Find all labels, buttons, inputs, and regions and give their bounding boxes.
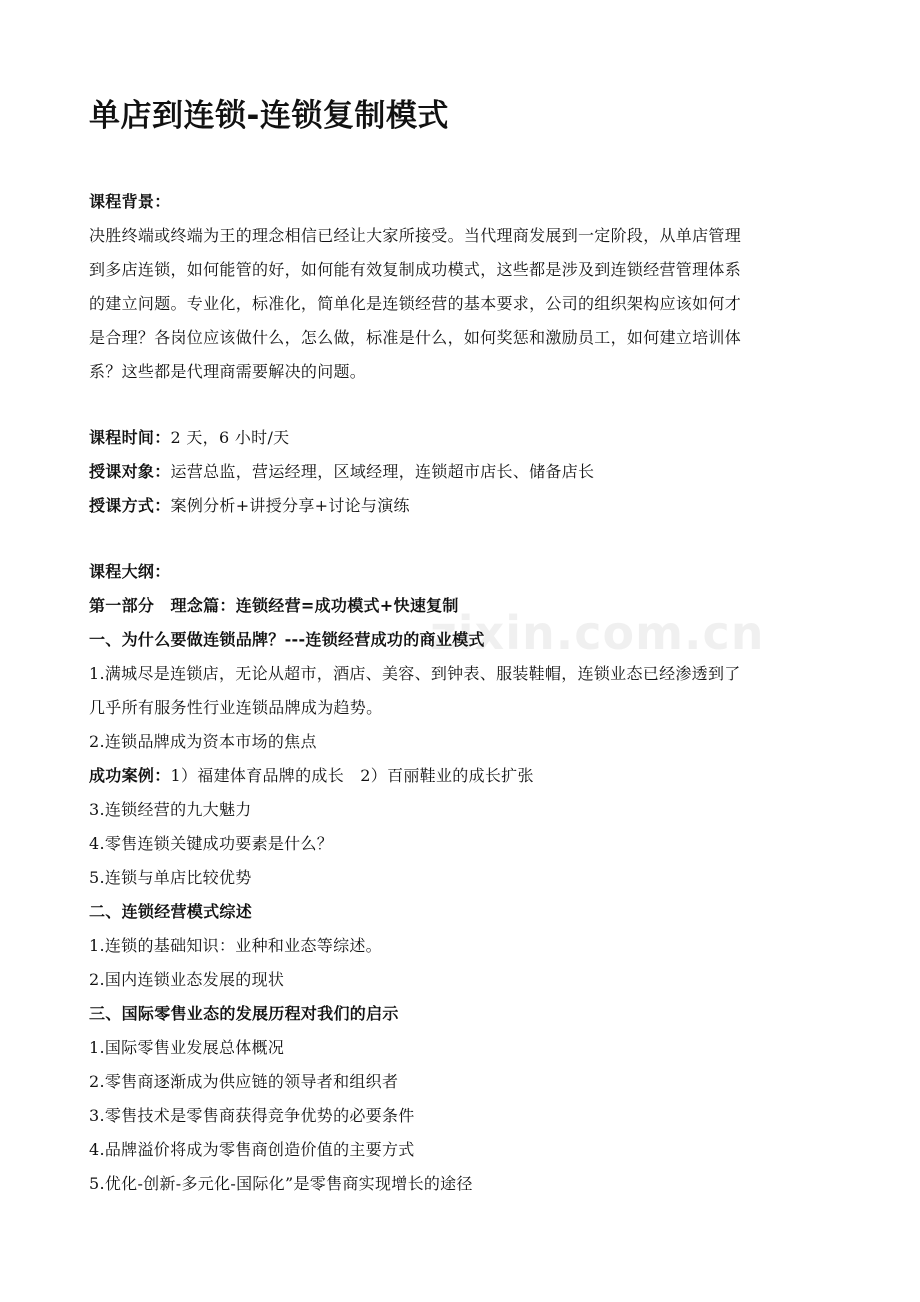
success-case bbox=[89, 759, 839, 793]
section-heading: 二、连锁经营模式综述 bbox=[89, 902, 253, 921]
course-time-value: 2 天，6 小时/天 bbox=[170, 428, 290, 447]
course-audience-label: 授课对象： bbox=[89, 462, 171, 481]
list-item: 2.零售商逐渐成为供应链的领导者和组织者 bbox=[89, 1072, 399, 1091]
background-paragraph bbox=[89, 219, 839, 389]
background-line: 系？这些都是代理商需要解决的问题。 bbox=[89, 362, 367, 381]
course-audience bbox=[89, 455, 839, 489]
course-method-label: 授课方式： bbox=[89, 496, 171, 515]
watermark: zixin.com.cn bbox=[430, 606, 765, 660]
list-item: 2.国内连锁业态发展的现状 bbox=[89, 970, 285, 989]
background-line: 的建立问题。专业化，标准化，简单化是连锁经营的基本要求，公司的组织架构应该如何才 bbox=[89, 294, 742, 313]
list-item: 5.连锁与单店比较优势 bbox=[89, 868, 252, 887]
list-item: 4.品牌溢价将成为零售商创造价值的主要方式 bbox=[89, 1140, 415, 1159]
list-item: 1.连锁的基础知识：业种和业态等综述。 bbox=[89, 936, 382, 955]
background-label: 课程背景： bbox=[89, 192, 171, 211]
background-line: 到多店连锁，如何能管的好，如何能有效复制成功模式，这些都是涉及到连锁经营管理体系 bbox=[89, 260, 742, 279]
document-title: 单店到连锁-连锁复制模式 bbox=[89, 98, 449, 134]
course-time-label: 课程时间： bbox=[89, 428, 171, 447]
course-time bbox=[89, 421, 839, 455]
course-audience-value: 运营总监，营运经理，区域经理，连锁超市店长、储备店长 bbox=[170, 462, 595, 481]
success-case-label: 成功案例： bbox=[89, 766, 171, 785]
background-line: 是合理？各岗位应该做什么，怎么做，标准是什么，如何奖惩和激励员工，如何建立培训体 bbox=[89, 328, 742, 347]
document-page bbox=[89, 92, 839, 1201]
outline-label: 课程大纲： bbox=[89, 562, 171, 581]
list-item: 4.零售连锁关键成功要素是什么？ bbox=[89, 834, 334, 853]
list-item: 1.国际零售业发展总体概况 bbox=[89, 1038, 285, 1057]
course-method-value: 案例分析+讲授分享+讨论与演练 bbox=[170, 496, 410, 515]
background-line: 决胜终端或终端为王的理念相信已经让大家所接受。当代理商发展到一定阶段，从单店管理 bbox=[89, 226, 742, 245]
list-item-continued: 几乎所有服务性行业连锁品牌成为趋势。 bbox=[89, 698, 383, 717]
course-method bbox=[89, 489, 839, 523]
list-item: 1.满城尽是连锁店，无论从超市，酒店、美容、到钟表、服装鞋帽，连锁业态已经渗透到了 bbox=[89, 664, 741, 683]
section-heading: 三、国际零售业态的发展历程对我们的启示 bbox=[89, 1004, 399, 1023]
section-heading: 一、为什么要做连锁品牌？---连锁经营成功的商业模式 bbox=[89, 630, 485, 649]
list-item: 3.零售技术是零售商获得竞争优势的必要条件 bbox=[89, 1106, 415, 1125]
list-item: 5.优化-创新-多元化-国际化”是零售商实现增长的途径 bbox=[89, 1174, 473, 1193]
list-item: 3.连锁经营的九大魅力 bbox=[89, 800, 252, 819]
part-heading: 第一部分 理念篇：连锁经营=成功模式+快速复制 bbox=[89, 596, 459, 615]
success-case-value: 1）福建体育品牌的成长 2）百丽鞋业的成长扩张 bbox=[170, 766, 534, 785]
list-item: 2.连锁品牌成为资本市场的焦点 bbox=[89, 732, 317, 751]
